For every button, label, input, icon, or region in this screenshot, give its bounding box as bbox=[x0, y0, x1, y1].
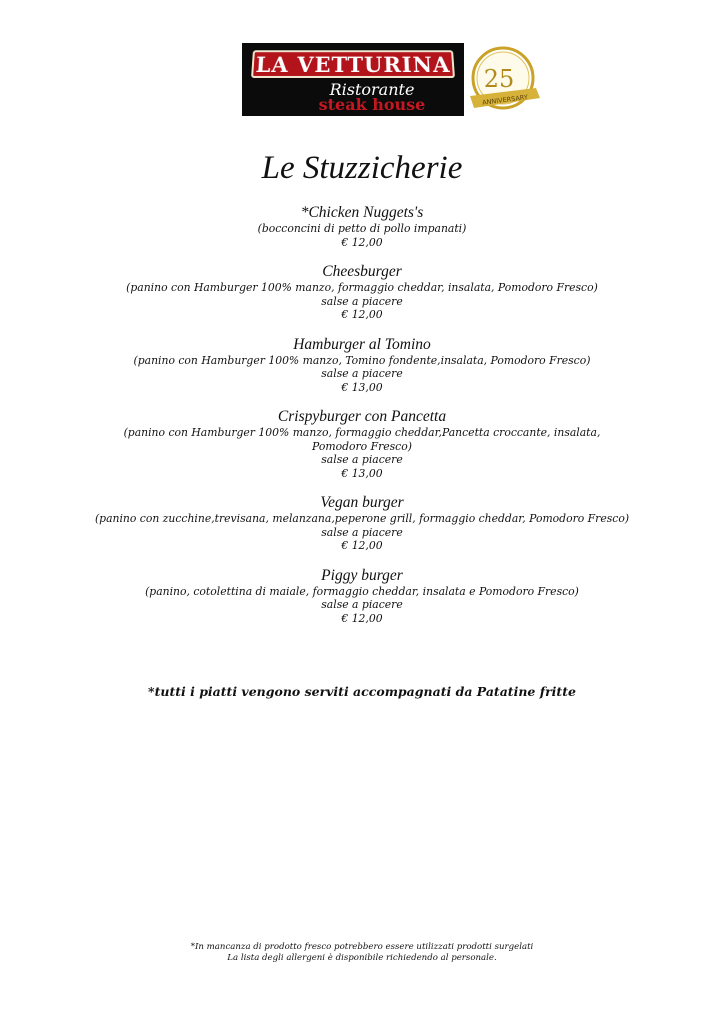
menu-list bbox=[60, 203, 664, 638]
allergens-note: La lista degli allergeni è disponibile richiedendo al personale. bbox=[227, 953, 497, 963]
item-sauces: salse a piacere bbox=[321, 453, 403, 466]
logo-steakhouse: steak house bbox=[318, 95, 426, 114]
item-name: Piggy burger bbox=[321, 566, 403, 584]
item-price: € 12,00 bbox=[341, 539, 383, 552]
item-sauces: salse a piacere bbox=[321, 598, 403, 611]
anniversary-number: 25 bbox=[483, 65, 515, 93]
logo-ristorante: Ristorante bbox=[329, 80, 415, 99]
item-sauces: salse a piacere bbox=[321, 367, 403, 380]
menu-item bbox=[60, 566, 664, 626]
footer-notes bbox=[0, 942, 724, 964]
anniversary-seal bbox=[462, 40, 544, 122]
item-description: (panino, cotolettina di maiale, formaggio cheddar, insalata e Pomodoro Fresco) bbox=[145, 584, 579, 598]
item-price: € 12,00 bbox=[341, 308, 383, 321]
item-price: € 13,00 bbox=[341, 380, 383, 394]
item-name: Crispyburger con Pancetta bbox=[277, 408, 447, 425]
item-description: (panino con zucchine,trevisana, melanzana,peperone grill, formaggio cheddar, Pomodoro Fresco) bbox=[94, 512, 630, 525]
item-sauces: salse a piacere bbox=[321, 294, 403, 308]
item-description: (panino con Hamburger 100% manzo, formaggio cheddar, insalata, Pomodoro Fresco) bbox=[126, 281, 598, 294]
item-description: (panino con Hamburger 100% manzo, formaggio cheddar,Pancetta croccante, insalata, bbox=[123, 426, 601, 439]
restaurant-logo bbox=[242, 43, 464, 116]
item-name: *Chicken Nuggets's bbox=[300, 204, 424, 221]
item-price: € 12,00 bbox=[341, 235, 383, 249]
page-title: Le Stuzzicherie bbox=[261, 150, 463, 186]
menu-item bbox=[60, 203, 664, 249]
menu-item bbox=[60, 407, 664, 480]
item-name: Vegan burger bbox=[320, 494, 404, 511]
item-price: € 12,00 bbox=[341, 611, 383, 625]
item-description: (bocconcini di petto di pollo impanati) bbox=[257, 222, 467, 235]
logo-name: LA VETTURINA bbox=[255, 51, 451, 77]
menu-item bbox=[60, 335, 664, 395]
item-description-cont: Pomodoro Fresco) bbox=[312, 439, 412, 453]
item-name: Cheesburger bbox=[322, 263, 402, 280]
item-description: (panino con Hamburger 100% manzo, Tomino fondente,insalata, Pomodoro Fresco) bbox=[133, 353, 591, 367]
item-price: € 13,00 bbox=[341, 466, 383, 480]
side-dish-note: *tutti i piatti vengono serviti accompagnati da Patatine fritte bbox=[148, 684, 576, 699]
frozen-products-note: *In mancanza di prodotto fresco potrebbero essere utilizzati prodotti surgelati bbox=[190, 942, 534, 952]
item-sauces: salse a piacere bbox=[321, 525, 403, 539]
logo-banner bbox=[251, 50, 455, 78]
menu-item bbox=[60, 262, 664, 322]
menu-item bbox=[60, 493, 664, 553]
anniversary-label: ANNIVERSARY bbox=[481, 93, 529, 107]
item-name: Hamburger al Tomino bbox=[293, 335, 431, 353]
